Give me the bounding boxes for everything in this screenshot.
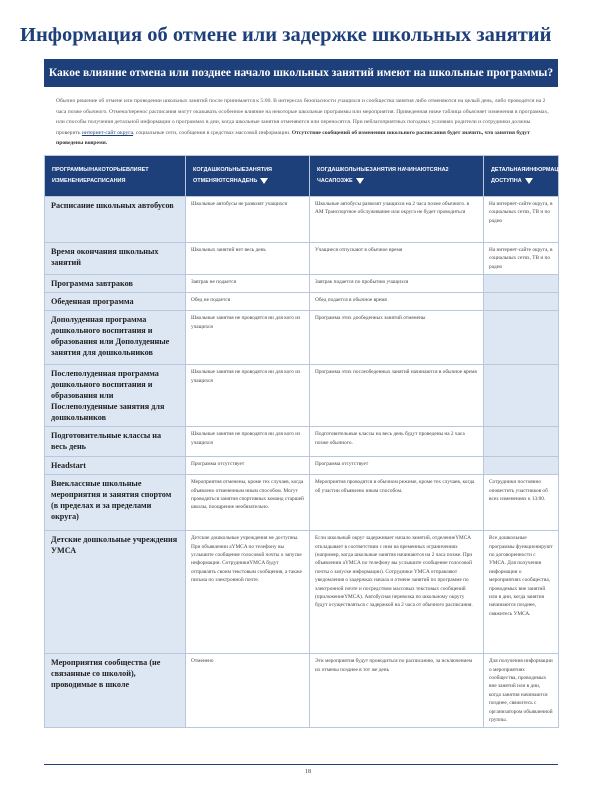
intro-text-after: , социальные сети, сообщения в средствах массовой информации. [133,129,291,136]
district-website-link[interactable]: интернет-сайт округа [81,129,134,136]
table-row [45,197,559,243]
section-banner: Какое влияние отмена или позднее начало школьных занятий имеют на школьные программы? [44,59,558,87]
table-row [45,531,559,654]
row-label: Программа завтраков [45,275,186,293]
table-row [45,243,559,275]
header-details: ДЕТАЛЬНАЯИНФОРМАЦИЯ ДОСТУПНА [484,156,559,197]
row-label: Подготовительные классы на весь день [45,427,186,457]
cell-delayed: Обед подается в обычное время [310,293,484,311]
header-cancelled: КОГДАШКОЛЬНЫЕЗАНЯТИЯ ОТМЕНЯЮТСЯНАДЕНЬ [186,156,310,197]
triangle-down-icon [260,178,268,184]
cell-cancelled: Мероприятия отменены, кроме тех случаев, когда объявлено отмененным иным способом. Могут проводиться занятия спортивных команд старшей школы, поощрение необязательно. [186,475,310,531]
schedule-changes-table [44,155,567,728]
footer-rule [44,764,558,765]
row-label: Внеклассные школьные мероприятия и занятия спортом (в пределах и за пределами округа) [45,475,186,531]
cell-cancelled: Школьные занятия не проводятся ни для кого из учащихся [186,427,310,457]
table-row [45,293,559,311]
row-label: Детские дошкольные учреждения УМСА [45,531,186,654]
cell-details [484,275,559,293]
page-title: Информация об отмене или задержке школьных занятий [20,24,552,46]
cell-delayed: Программа этих дообеденных занятий отменены [310,311,484,365]
table-row [45,311,559,365]
row-label: Headstart [45,457,186,475]
cell-cancelled: Завтрак не подается [186,275,310,293]
cell-cancelled: Школьные автобусы не развозят учащихся [186,197,310,243]
cell-cancelled: Школьные занятия не проводятся ни для кого из учащихся [186,311,310,365]
cell-cancelled: Отменено [186,654,310,728]
intro-text: Обычно решение об отмене или проведении школьных занятий после принимается к 5:00. В интересах безопасности учащихся и сообщества занятия либо отменяются на целый день, либо проводятся на 2 часа позже обычного. Отмена/перенос расписания могут оказывать особенное влияние на некоторые школьные программы или мероприятия. Приведенная ниже таблица объясняет изменения в программах, или способы получения детальной информации о программах в дни, когда школьные занятия отменяются или переносятся. При неблагоприятных погодных условиях родители и сотрудники должны проверить [56,98,549,136]
cell-cancelled: Обед не подается [186,293,310,311]
triangle-down-icon [525,178,533,184]
row-label: Мероприятия сообщества (не связанные со школой), проводимые в школе [45,654,186,728]
cell-cancelled: Школьных занятий нет весь день [186,243,310,275]
table-row [45,365,559,427]
cell-delayed: Школьные автобусы развозят учащихся на 2 часа позже обычного. в АМ Транспортное обслуживание или округа не будет проводиться [310,197,484,243]
cell-delayed: Мероприятия проводятся в обычном режиме, кроме тех случаев, когда об участии объявлено иным способом. [310,475,484,531]
table-row [45,427,559,457]
cell-details: Для получения информации о мероприятиях сообщества, проводимых вне занятий или в дни, когда занятия начинаются позднее, свяжитесь с организатором объявленной группы. [484,654,559,728]
table-row [45,457,559,475]
intro-emphasis: Отсутствие сообщений об изменении школьного расписания будет значить, что занятия будут проведены вовремя. [56,129,530,147]
cell-delayed: Подготовительные классы на весь день будут проведены на 2 часа позже обычного. [310,427,484,457]
cell-delayed: Программа отсутствует [310,457,484,475]
header-programs: ПРОГРАММЫ/НАКОТОРЫЕВЛИЯЕТ ИЗМЕНЕНИЕРАСПИСАНИЯ [45,156,186,197]
cell-details [484,293,559,311]
cell-details [484,365,559,427]
table-row [45,275,559,293]
cell-delayed: Учащиеся отпускают в обычное время [310,243,484,275]
cell-cancelled: Программа отсутствует [186,457,310,475]
intro-paragraph [56,96,556,149]
cell-delayed: Программа этих послеобеденных занятий начинаются в обычное время [310,365,484,427]
cell-delayed: Если школьный округ задерживает начало занятий, отделениеYMCA откладывает в соответствии с ним на временных ограничениях (например, когда школьные занятия начинаются на 2 часа позже. При объявлении аYMCA по телефону вы услышите сообщение голосовой почты о запуске информации). Сотрудники YMCA отправляют уведомления о задержках начала и отмене занятий по программе по электронной почте и посредством массовых текстовых сообщений (приложениеYMCA). Автобусная перевозка по школьному округу будут осуществляться с задержкой на 2 часа от обычного расписания. [310,531,484,654]
cell-details: Сотрудники постоянно оповестить участников об всех изменениях к 13:00. [484,475,559,531]
header-delayed: КОГДАШКОЛЬНЫЕЗАНЯТИЯ НАЧИНАЮТСЯНА2 ЧАСАПОЗЖЕ [310,156,484,197]
cell-delayed: Эти мероприятия будут проводиться по расписанию, за исключением их отмены позднее в тот же день [310,654,484,728]
cell-details: Все дошкольные программы функционируют по договоренности с УМСА. Для получения информации о мероприятиях сообщества, проводимых вне занятий или в дни, когда занятия начинаются позднее, свяжитесь УМСА. [484,531,559,654]
triangle-down-icon [356,178,364,184]
row-label: Дополуденная программа дошкольного воспитания и образования или Дополуденные занятия для дошкольников [45,311,186,365]
table-row [45,654,559,728]
cell-details: На интернет-сайте округа, в социальных сетях, ТВ и по радио [484,197,559,243]
row-label: Расписание школьных автобусов [45,197,186,243]
cell-cancelled: Школьные занятия не проводятся ни для кого из учащихся [186,365,310,427]
cell-details [484,457,559,475]
cell-details [484,427,559,457]
cell-details: На интернет-сайте округа, в социальных сетях, ТВ и по радио [484,243,559,275]
page-number: 18 [305,769,311,775]
cell-delayed: Завтрак подается по пробытию учащихся [310,275,484,293]
table-row [45,475,559,531]
cell-details [484,311,559,365]
table-header-row [45,156,559,197]
row-label: Время окончания школьных занятий [45,243,186,275]
row-label: Обеденная программа [45,293,186,311]
row-label: Послеполуденная программа дошкольного воспитания и образования или Послеполуденные занятия для дошкольников [45,365,186,427]
cell-cancelled: Детские дошкольные учреждения не доступны. При объявлении аYMCA по телефону вы услышите сообщение голосовой почты о запуске информации. СотрудникиYMCA будут отправлять своим текстовым сообщения, а также письма по электронной почте. [186,531,310,654]
